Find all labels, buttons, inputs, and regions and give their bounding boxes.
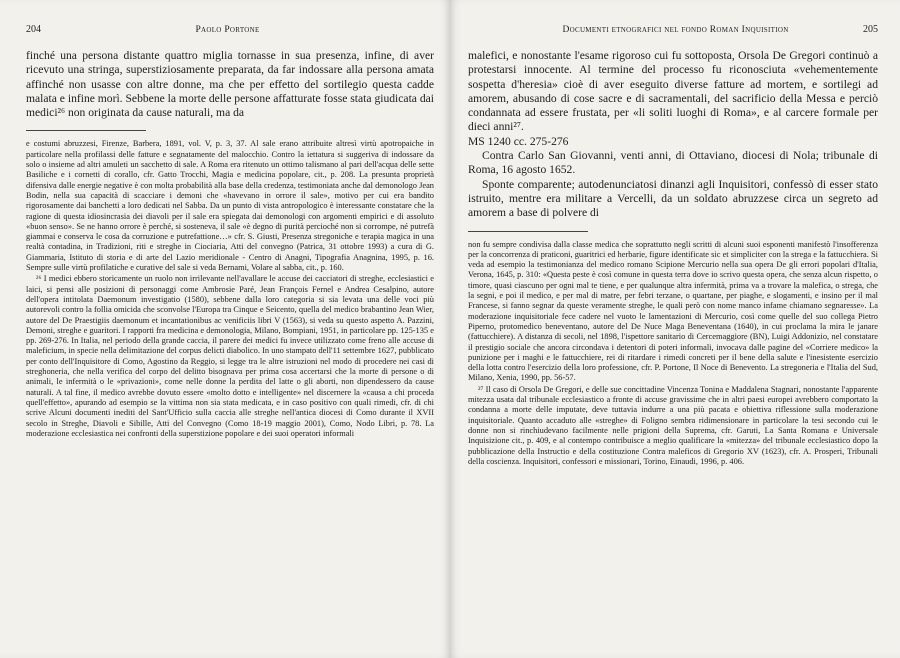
right-running-title: Documenti etnografici nel fondo Roman Inquisition [562,25,789,35]
left-body-paragraph: finché una persona distante quattro miglia tornasse in sua presenza, infine, di aver ricevuto una stringa, superstiziosamente preparata, da far indossare alla persona amata affinché non usasse con altre donne, ma che per effetto del sortilegio questa cadde malata e infine morì. Sebbene la morte delle persone affatturate fosse stata giudicata dai medici²⁶ non originata da cause naturali, ma da [26,49,434,120]
right-running-head [468,24,878,35]
left-body-text [26,49,434,120]
right-body-text [468,49,878,221]
manuscript-heading: MS 1240 cc. 275-276 [468,134,569,148]
right-page-number: 205 [863,24,878,35]
left-running-title: Paolo Portone [195,25,260,35]
footnote-rule [26,130,146,131]
left-page-number: 204 [26,24,41,35]
footnote-continued: non fu sempre condivisa dalla classe medica che soprattutto negli scritti di alcuni suoi esponenti manifestò l'insofferenza per la concorrenza di praticoni, guaritrici ed herbarie, figure identificate sic et simpliciter con la strega e la fattucchiera. Si veda ad esempio la testimonianza del medico romano Scipione Mercurio nella sua opera De gli errori popolari d'Italia, Verona, 1645, p. 310: «Questa peste è così comune in questa terra dove io scrivo questa opera, che senza alcun rispetto, o timore, quasi ciascuno per ogni mal te tiene, e per qualunque altra infermità, prima va a trovare la malefica, o strega, che la segni, e poi il medico, e per mal di matre, per febri terzane, o quartane, per piaghe, e slogamenti, e insino per il mal Francese, si fanno segnar da queste veramente streghe, le quali però con nome manco infame chiamano segnaresse». La moderazione inquisitoriale fece cadere nel vuoto le lamentazioni di Mercurio, così come quelle del suo collega Pietro Piperno, protomedico beneventano, autore del De Nuce Maga Beneventana (1640), in cui proclama la mira le janare (fattucchiere). A distanza di secoli, nel 1898, l'ispettore sanitario di Cercemaggiore (BN), Luigi Addonizio, nel constatare il prestigio sociale che ancora circondava i detentori di poteri informali, invocava dalle pagine del «Corriere medico» la punizione per i maghi e le fattucchiere, rei di ritardare i rimedi concreti per il bene della salute e l'inesistente esercizio della lotta contro l'esercizio della loro professione, cfr. P. Portone, Il Noce di Benevento. La stregoneria e l'Italia del Sud, Milano, Xenia, 1990, pp. 56-57. [468,239,878,383]
manuscript-paragraph-1: Contra Carlo San Giovanni, venti anni, di Ottaviano, diocesi di Nola; tribunale di Roma, 16 agosto 1652. [468,149,878,177]
right-page [450,0,900,658]
footnote-26: ²⁶ I medici ebbero storicamente un ruolo non irrilevante nell'avallare le accuse dei cacciatori di streghe, ecclesiastici e laici, si pensi alle posizioni di personaggi come Ambrosie Paré, Jean François Fernel e Andrea Cesalpino, autore dell'opera intitolata Daemonum investigatio (1580), sebbene dalla loro categoria si sia levata una delle voci più autorevoli contro la follia omicida che sconvolse l'Europa tra Cinque e Seicento, quella del medico brabantino Jean Wier, autore del De Praestigiis daemonum et incantationibus ac venificiis libri V (1563), si veda su questo aspetto A. Pazzini, Demoni, streghe e guaritori. I rapporti fra medicina e demonologia, Milano, Bompiani, 1951, in particolare pp. 125-135 e pp. 269-276. In Italia, nel periodo della grande caccia, il parere dei medici fu invece utilizzato come freno alle accuse di maleficium, in specie nella delimitazione del corpus delicti diabolico. In uno stampato dell'11 settembre 1627, pubblicato per conto dell'Inquisitore di Como, Agostino da Reggio, si legge tra le altre istruzioni nel modo di procedere nei casi di streghoneria, che nella verifica del corpo del delitto bisognava per prima cosa accertarsi che la morte di persone o di animali, le infermità o le «privazioni», come nelle donne la perdita del latte o gli aborti, non dipendessero da cause naturali. A tal fine, il medico avrebbe dovuto essere «molto dotto e intelligente» nel discernere la «causa a chi proceda quell'effetto», apurando ad esempio se la vittima non sia stata medicata, e in caso positivo con quali rimedi, cfr. di chi scrive Alcuni documenti inediti del Sant'Ufficio sulla caccia alle streghe nell'antica diocesi di Como durante il XVII secolo in Streghe, Diavoli e Sibille, Atti del Convegno (Como 18-19 maggio 2001), Como, Nodo Libri, p. 78. La moderazione ecclesiastica nei confronti della superstizione popolare e dei suoi operatori informali [26,274,434,438]
manuscript-paragraph-2: Sponte comparente; autodenunciatosi dinanzi agli Inquisitori, confessò di esser stato istruito, mentre era militare a Vercelli, da un soldato abruzzese circa un segreto ad amorem a base di polvere di [468,177,878,220]
footnote-continued: e costumi abruzzesi, Firenze, Barbera, 1891, vol. V, p. 3, 37. Al sale erano attribuite altresì virtù apotropaiche in particolare nella profilassi delle fatture e segnatamente del malocchio. Contro la iettatura si suggeriva di indossare da solo o insieme ad altri amuleti un sacchetto di sale. A Roma era ritenuto un ottimo talismano al pari dell'acqua delle sette Basiliche e i cornetti di corallo, cfr. Gatto Trocchi, Magia e medicina popolare, cit., p. 208. La presunta proprietà difensiva dalle energie negative è con molta probabilità alla base della credenza, testimoniata anche dal demonologo Jean Bodin, nella sua capacità di scacciare i demoni che «havevano in orrore il sale», motivo per cui era bandito rigorosamente dai banchetti a loro dedicati nel Sabba. Da un punto di vista antropologico è interessante constatare che la ragione di questa idiosincrasia dei diavoli per il sale era spiegata dai demonologi con argomenti empirici e di assoluto «buon senso». Se ne hanno orrore è perché, si sosteneva, il sale «è degno di purità percioché non si corrompe, né putrefà giammai e conserva le cosa da corruzione e putrefattione…» cfr. S. Giusti, Presenza stregoniche e terapia magica in una realtà contadina, in Tradizioni, riti e streghe in Ciociaria, Atti del convegno (Patrica, 31 ottobre 1993) a cura di G. Giammaria, Istituto di storia e di arte del Lazio meridionale - Centro di Anagni, Tipografia Anagnina, 1995, p. 16. Sempre sulle virtù profilatiche e curative del sale si veda Bernami, Volare al sabba, cit., p. 160. [26,139,434,273]
left-footnotes [26,139,434,439]
right-body-paragraph: malefici, e nonostante l'esame rigoroso cui fu sottoposta, Orsola De Gregori continuò a protestarsi innocente. Al termine del processo fu riconosciuta «vehementemente sospetta d'heresia» cioè di aver eseguito diverse fatture ad mortem, e sortilegi ad amorem, abusando di cose sacre e di sacramentali, del sacrificio della Messa e perciò condannata ad essere frustata, per «li soliti luoghi di Roma», e al carcere formale per dieci anni²⁷. [468,49,878,134]
left-running-head [26,24,434,35]
right-footnotes [468,240,878,468]
footnote-27: ²⁷ Il caso di Orsola De Gregori, e delle sue concittadine Vincenza Tonina e Maddalena Stagnari, nonostante l'apparente mitezza usata dal tribunale ecclesiastico a fronte di accuse gravissime che in altri paesi europei avrebbero comportato la condanna a morte delle imputate, deve tuttavia indurre a una più pacata e obiettiva riflessione sulla moderazione inquisitoriale. Quanto accaduto alle «streghe» di Foligno sembra ridimensionare in particolare la tesi secondo cui le donne non si rinchiudevano facilmente nelle prigioni della Suprema, cfr. Garuti, La Santa Romana e Universale Inquisizione cit., p. 409, e al contempo contribuisce a meglio qualificare la «mitezza» del tribunale ecclesiastico dopo la pubblicazione della Instructio e della costituzione Contra maleficos di Gregorio XV (1623), cfr. A. Prosperi, Tribunali della coscienza. Inquisitori, confessori e missionari, Torino, Einaudi, 1996, p. 406. [468,384,878,466]
footnote-rule [468,231,588,232]
